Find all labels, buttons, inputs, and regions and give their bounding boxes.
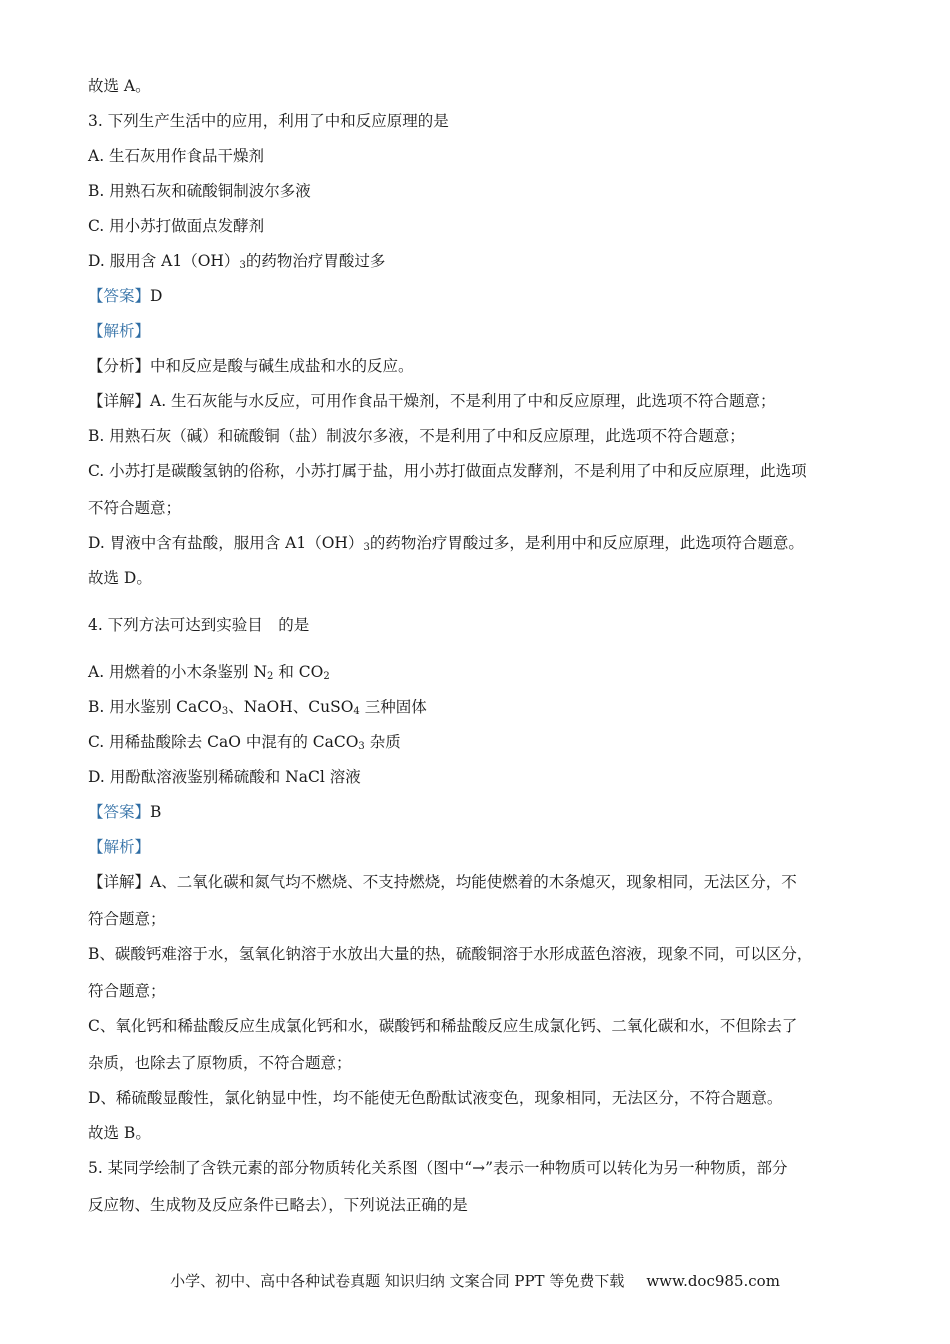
q3-option-c: C. 用小苏打做面点发酵剂 [88, 217, 265, 235]
q4-detail-c-cont: 杂质，也除去了原物质，不符合题意； [88, 1054, 352, 1072]
question-3: 3. 下列生产生活中的应用，利用了中和反应原理的是 [88, 112, 449, 130]
q4-option-b: B. 用水鉴别 CaCO$_3$、NaOH、CuSO$_4$ 三种固体 [88, 698, 427, 717]
q4-detail-c: C、氧化钙和稀盐酸反应生成氯化钙和水，碳酸钙和稀盐酸反应生成氯化钙、二氧化碳和水，不但除去了 [88, 1017, 798, 1035]
answer-tag: 【答案】 [88, 803, 151, 821]
q4-option-a: A. 用燃着的小木条鉴别 $N_2$ 和 $CO_2$ [88, 663, 330, 682]
q3-detail-d: D. 胃液中含有盐酸，服用含 $A1(OH)_3$的药物治疗胃酸过多，是利用中和反应原理，此选项符合题意。 [88, 534, 804, 553]
q3-detail-c-cont: 不符合题意； [88, 499, 182, 517]
q4-analysis-heading [88, 837, 150, 857]
q3-option-b: B. 用熟石灰和硫酸铜制波尔多液 [88, 182, 311, 200]
answer-tag: 【答案】 [88, 287, 151, 305]
q4-detail-d: D、稀硫酸显酸性，氯化钠显中性，均不能使无色酚酞试液变色，现象相同，无法区分，不符合题意。 [88, 1089, 783, 1107]
footer-text: 小学、初中、高中各种试卷真题 知识归纳 文案合同 PPT 等免费下载 [170, 1272, 625, 1290]
q4-option-c: C. 用稀盐酸除去 CaO 中混有的 CaCO$_3$ 杂质 [88, 733, 401, 752]
q4-detail-b: B、碳酸钙难溶于水，氢氧化钠溶于水放出大量的热，硫酸铜溶于水形成蓝色溶液，现象不同，可以区分， [88, 945, 813, 963]
q4-answer: 【答案】B [88, 803, 162, 821]
q4-option-d: D. 用酚酞溶液鉴别稀硫酸和 NaCl 溶液 [88, 768, 361, 786]
conclusion-q2: 故选 A。 [88, 77, 151, 95]
q3-option-d: D. 服用含 $A1(OH)_3$的药物治疗胃酸过多 [88, 252, 386, 271]
conclusion-q4: 故选 B。 [88, 1124, 151, 1142]
q3-analysis: 【分析】中和反应是酸与碱生成盐和水的反应。 [88, 357, 414, 375]
q3-detail-c: C. 小苏打是碳酸氢钠的俗称，小苏打属于盐，用小苏打做面点发酵剂，不是利用了中和反应原理，此选项 [88, 462, 807, 480]
conclusion-q3: 故选 D。 [88, 569, 152, 587]
q3-detail-b: B. 用熟石灰（碱）和硫酸铜（盐）制波尔多液，不是利用了中和反应原理，此选项不符合题意； [88, 427, 745, 445]
q3-option-a: A. 生石灰用作食品干燥剂 [88, 147, 265, 165]
analysis-tag: 【解析】 [88, 838, 151, 856]
q3-analysis-heading [88, 321, 150, 341]
page-footer [0, 1270, 950, 1291]
q4-detail-a-cont: 符合题意； [88, 910, 166, 928]
q4-detail-a: 【详解】A、二氧化碳和氮气均不燃烧、不支持燃烧，均能使燃着的木条熄灭，现象相同，无法区分，不 [88, 873, 797, 891]
question-5: 5. 某同学绘制了含铁元素的部分物质转化关系图（图中“→”表示一种物质可以转化为另一种物质，部分 [88, 1159, 788, 1177]
question-4: 4. 下列方法可达到实验目 的是 [88, 616, 310, 634]
footer-site-link[interactable]: www.doc985.com [646, 1272, 780, 1290]
analysis-tag: 【解析】 [88, 322, 151, 340]
q4-detail-b-cont: 符合题意； [88, 982, 166, 1000]
q3-answer: 【答案】D [88, 287, 163, 305]
q3-detail-a: 【详解】A. 生石灰能与水反应，可用作食品干燥剂，不是利用了中和反应原理，此选项不符合题意； [88, 392, 776, 410]
question-5-cont: 反应物、生成物及反应条件已略去），下列说法正确的是 [88, 1196, 468, 1214]
